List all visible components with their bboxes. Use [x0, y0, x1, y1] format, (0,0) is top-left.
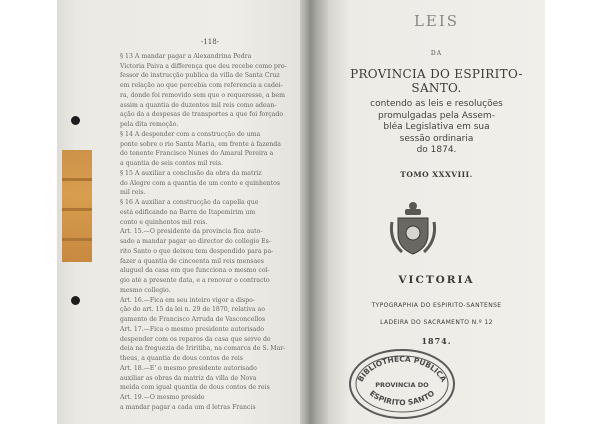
text-line: a quantia de seis contos mil reis.: [120, 160, 224, 167]
subtitle-line: sessão ordinaria: [399, 133, 474, 144]
text-line: ra, donde foi removido sem que o requeresse, a bem: [120, 91, 286, 99]
text-line: gio até a presente data, e a renovar o contracto: [120, 277, 270, 284]
page-number: -118-: [200, 38, 220, 46]
text-line: pela dita remoção.: [120, 121, 179, 128]
publisher-address: LADEIRA DO SACRAMENTO N.º 12: [380, 319, 493, 326]
coat-of-arms-icon: [388, 200, 438, 258]
text-line: § 14 A despender com a construcção de uma: [120, 130, 261, 138]
text-line: assim a quantia de duzentos mil reis como adean-: [120, 101, 277, 109]
text-line: Art. 18.—E' o mesmo presidente autorisado: [120, 364, 257, 372]
library-stamp: [347, 345, 457, 421]
text-line: fessor de instrucção publica da villa de Santa Cruz: [120, 72, 280, 80]
text-line: despender com os reparos da casa que serve de: [120, 335, 271, 343]
text-line: § 15 A auxiliar a conclusão da obra da matriz: [120, 169, 262, 177]
volume-label: TOMO XXXVIII.: [400, 170, 473, 179]
text-line: Art. 17.—Fica o mesmo presidente autorisado: [120, 325, 265, 333]
text-line: Art. 19.—O mesmo preside: [120, 394, 205, 401]
publication-year: 1874.: [421, 336, 452, 346]
subtitle-line: promulgadas pela Assem-: [378, 110, 495, 121]
text-line: mil reis.: [120, 189, 146, 197]
left-page-text: [120, 38, 300, 413]
text-line: Art. 16.—Fica em seu inteiro vigor a dispo-: [120, 296, 255, 304]
text-line: § 16 A auxiliar a construcção da capella que: [120, 199, 259, 206]
text-line: ponte sobre o rio Santa Maria, em frente á fazenda: [120, 140, 281, 148]
binding-hole-bottom: [71, 296, 80, 305]
left-page-lines: [120, 52, 300, 413]
binding-hole-top: [71, 116, 80, 125]
text-line: do Alegre com a quantia de um conto e quinhentos: [120, 179, 281, 187]
text-line: § 13 A mandar pagar a Alexandrina Pedra: [120, 52, 252, 60]
stamp-line-2: PROVINCIA DO: [375, 381, 429, 389]
text-line: mesmo collegio.: [120, 286, 171, 294]
text-line: está edificando na Barra de Itapemirim um: [120, 208, 256, 216]
subtitle-line: bléa Legislativa em sua: [383, 122, 490, 132]
text-line: deia na freguezia de Iriritiba, na comarca de S. Mar-: [120, 345, 286, 353]
title-da: DA: [430, 50, 443, 57]
text-line: sado a mandar pagar ao director do collegio Es-: [120, 238, 271, 245]
stamp-line-1: BIBLIOTHECA PUBLICA: [355, 354, 449, 384]
text-line: aluguel da casa em que funcciona o mesmo col-: [120, 267, 270, 275]
stamp-line-3: ESPIRITO SANTO: [367, 388, 437, 408]
text-line: ação da a despesas de transportes a que foi forçado: [120, 111, 284, 119]
text-line: gamento de Francisco Arruda de Vasconcellos: [120, 316, 266, 323]
text-line: rito Santo o que deixou tem despendido para pa-: [120, 247, 274, 255]
text-line: ção do art. 15 da lei n. 29 de 1870, relativa ao: [120, 306, 265, 314]
text-line: meida com igual quantia de dous contos de reis: [120, 384, 270, 392]
text-line: Art. 15.—O presidente da provincia fica auto-: [120, 228, 263, 236]
province-title: PROVINCIA DO ESPIRITO-SANTO.: [350, 67, 523, 95]
text-line: do tenente Francisco Nunes do Amaral Pereira a: [120, 150, 274, 158]
adhesive-tape: [62, 150, 92, 262]
city-name: VICTORIA: [398, 274, 475, 286]
text-line: theus, a quantia de dous contos de reis: [120, 355, 243, 362]
text-line: fazer a quantia de cincoenta mil reis mensaes: [120, 257, 264, 265]
book-title: LEIS: [413, 12, 460, 30]
text-line: em relação ao que percebia com referencia a cadei-: [120, 82, 283, 89]
subtitle-line: contendo as leis e resoluções: [370, 99, 503, 109]
subtitle: [328, 99, 545, 157]
text-line: auxiliar as obras da matriz da villa de Nova: [120, 374, 257, 382]
text-line: Victoria Paiva a differença que deu recebe como pro-: [120, 62, 287, 70]
text-line: conto e quinhentos mil reis.: [120, 218, 208, 226]
text-line: a mandar pagar a cada um d letras Francis: [120, 403, 256, 411]
subtitle-line: do 1874.: [416, 145, 457, 155]
book-gutter: [300, 0, 330, 424]
publisher: TYPOGRAPHIA DO ESPIRITO-SANTENSE: [371, 302, 502, 309]
